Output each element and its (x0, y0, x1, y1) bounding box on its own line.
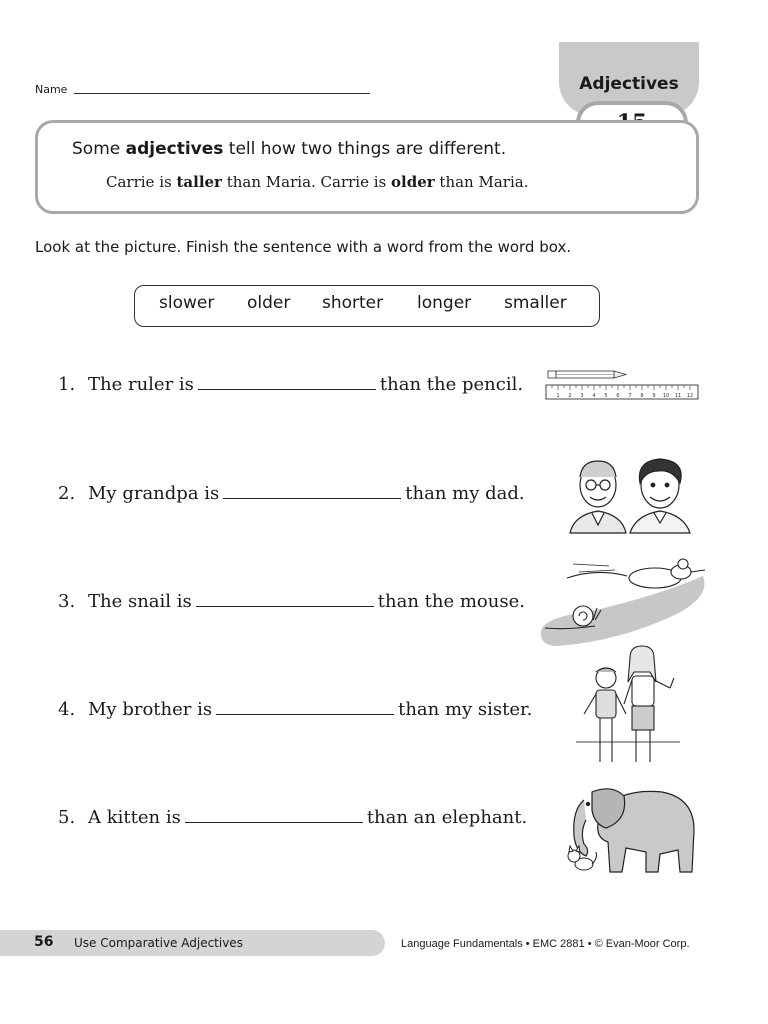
word-box-item: smaller (504, 293, 567, 313)
question-2 (58, 483, 525, 504)
ruler-tick-label: 4 (592, 393, 596, 399)
question-text-after: than an elephant. (366, 807, 528, 828)
name-input-line[interactable] (74, 93, 370, 94)
sister-icon (624, 646, 674, 762)
brother-icon (584, 668, 626, 762)
grandpa-icon (570, 461, 626, 533)
ruler-tick-label: 12 (686, 393, 694, 399)
answer-blank[interactable] (185, 808, 363, 823)
ruler-tick-label: 8 (640, 393, 644, 399)
question-number: 1. (58, 374, 76, 395)
footer-skill: Use Comparative Adjectives (74, 936, 243, 950)
grandpa-dad-illustration (566, 455, 696, 533)
rule-box (35, 120, 699, 214)
question-number: 3. (58, 591, 76, 612)
question-number: 5. (58, 807, 76, 828)
ruler-tick-label: 7 (628, 393, 632, 399)
footer-credit: Language Fundamentals • EMC 2881 • © Evan-Moor Corp. (401, 938, 690, 950)
question-text-before: A kitten is (88, 807, 181, 828)
page-number: 56 (34, 934, 54, 950)
ruler-tick-label: 3 (580, 393, 584, 399)
elephant-icon (574, 789, 694, 872)
ground-shadow (541, 576, 705, 646)
answer-blank[interactable] (196, 592, 374, 607)
brother-sister-illustration (576, 642, 680, 768)
question-text-after: than the mouse. (377, 591, 525, 612)
word-box-item: older (247, 293, 291, 313)
dad-icon (630, 459, 690, 533)
question-5 (58, 807, 527, 828)
instructions: Look at the picture. Finish the sentence with a word from the word box. (35, 238, 572, 256)
question-3 (58, 591, 525, 612)
question-text-before: My grandpa is (88, 483, 220, 504)
ruler-tick-label: 10 (662, 393, 670, 399)
question-number: 4. (58, 699, 76, 720)
ruler-tick-label: 2 (568, 393, 572, 399)
snail-mouse-illustration (527, 556, 709, 648)
question-4 (58, 699, 532, 720)
answer-blank[interactable] (216, 700, 394, 715)
pencil-icon (548, 371, 626, 378)
elephant-kitten-illustration (562, 780, 700, 878)
lesson-title: Adjectives (579, 74, 679, 94)
rule-example: Carrie is taller than Maria. Carrie is older than Maria. (106, 173, 529, 191)
word-box-item: shorter (322, 293, 384, 313)
ruler-tick-label: 5 (604, 393, 608, 399)
answer-blank[interactable] (223, 484, 401, 499)
answer-blank[interactable] (198, 375, 376, 390)
rule-text: Some adjectives tell how two things are different. (72, 139, 507, 159)
question-text-after: than my sister. (398, 699, 533, 720)
question-1 (58, 374, 523, 395)
ruler-tick-label: 1 (556, 393, 560, 399)
question-text-after: than my dad. (405, 483, 525, 504)
ruler-tick-label: 6 (616, 393, 620, 399)
ruler-icon (546, 385, 698, 399)
question-text-before: My brother is (88, 699, 213, 720)
name-label: Name (35, 83, 68, 96)
question-number: 2. (58, 483, 76, 504)
question-text-before: The ruler is (88, 374, 194, 395)
pencil-ruler-illustration (544, 366, 700, 404)
word-box-item: slower (159, 293, 215, 313)
question-text-before: The snail is (88, 591, 192, 612)
ruler-tick-label: 9 (652, 393, 656, 399)
question-text-after: than the pencil. (379, 374, 524, 395)
word-box-item: longer (417, 293, 472, 313)
ruler-tick-label: 11 (674, 393, 682, 399)
